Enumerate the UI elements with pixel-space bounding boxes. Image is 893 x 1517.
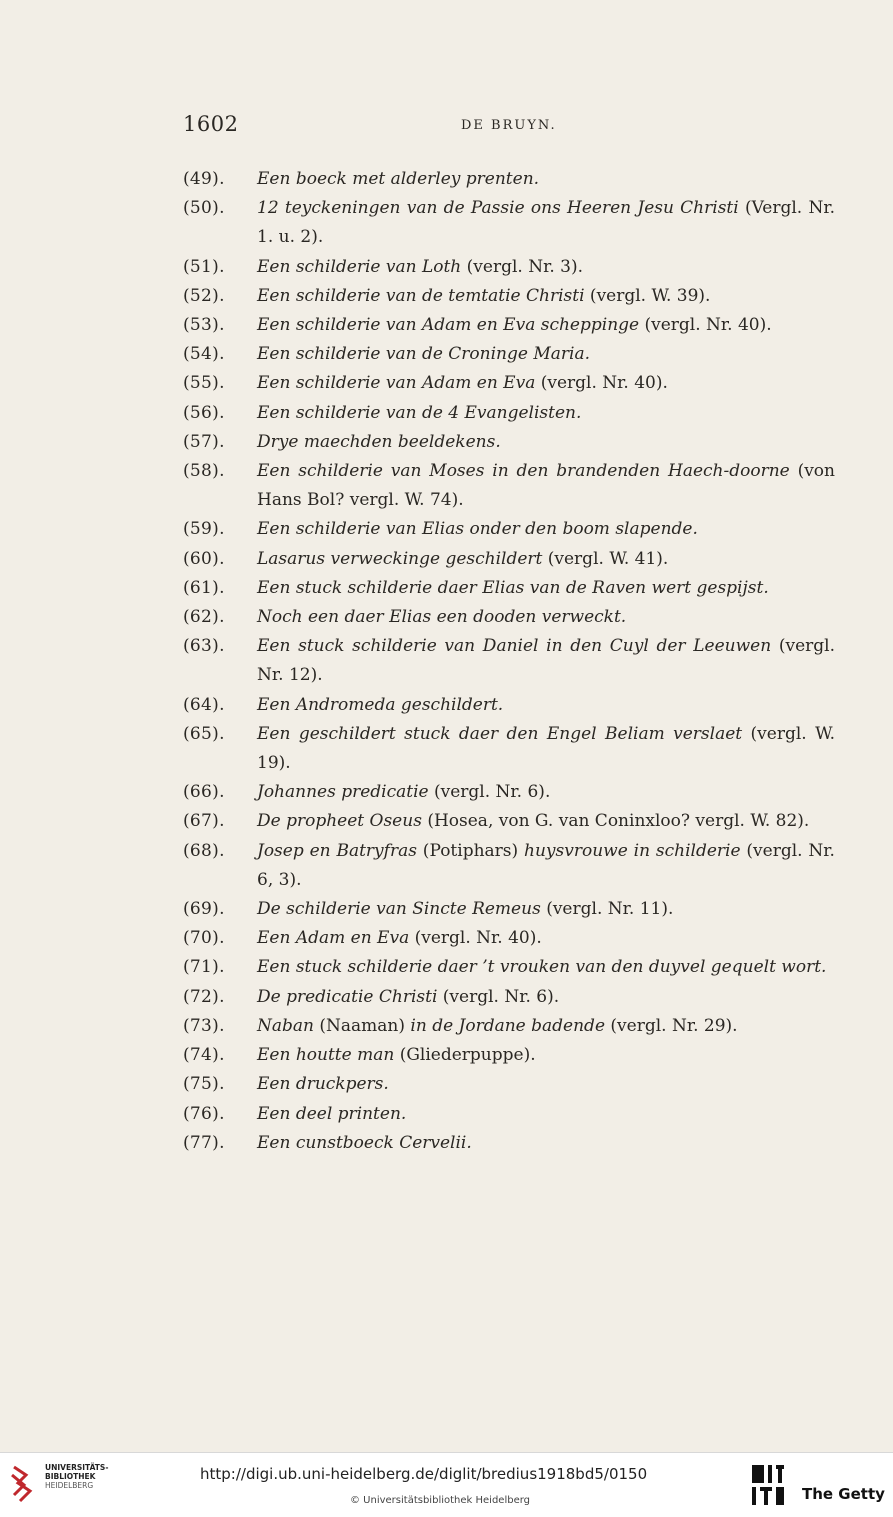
entry-number: (54).	[183, 344, 225, 365]
entry-note: (vergl. Nr. 6).	[428, 782, 551, 803]
entry-text	[257, 837, 835, 895]
entry-text	[257, 399, 835, 428]
inventory-entry	[183, 632, 835, 690]
entry-text	[257, 165, 835, 194]
entry-note: (Potiphars)	[416, 840, 525, 861]
entry-title-italic: Een cunstboeck Cervelii.	[257, 1132, 472, 1153]
running-head	[183, 112, 833, 142]
entry-title-italic: Een houtte man	[257, 1045, 395, 1066]
entry-text	[257, 924, 835, 953]
entry-number: (62).	[183, 607, 225, 628]
entry-note: (vergl. Nr. 11).	[540, 899, 674, 920]
inventory-entry	[183, 515, 835, 544]
entry-text	[257, 282, 835, 311]
entry-number: (68).	[183, 840, 225, 861]
entry-number: (56).	[183, 402, 225, 423]
entry-number: (66).	[183, 782, 225, 803]
inventory-entry	[183, 1070, 835, 1099]
entry-title-italic: Een schilderie van de Croninge Maria.	[257, 344, 590, 365]
entry-text	[257, 574, 835, 603]
entry-title-italic: Een druckpers.	[257, 1074, 389, 1095]
entry-note: (vergl. Nr. 6).	[437, 986, 560, 1007]
permalink-url[interactable]: http://digi.ub.uni-heidelberg.de/diglit/bredius1918bd5/0150	[200, 1465, 648, 1483]
entry-text	[257, 369, 835, 398]
entry-number: (50).	[183, 198, 225, 219]
entry-text	[257, 428, 835, 457]
entry-text	[257, 1041, 835, 1070]
entry-title-italic: Een schilderie van de 4 Evangelisten.	[257, 402, 582, 423]
entry-title-italic: Een schilderie van Elias onder den boom slapende.	[257, 519, 698, 540]
entry-title-italic: Een schilderie van Moses in den brandenden Haech-doorne	[257, 461, 790, 482]
entry-text	[257, 1100, 835, 1129]
entry-text	[257, 895, 835, 924]
entry-title-italic: Een schilderie van Adam en Eva	[257, 373, 536, 394]
entry-text	[257, 953, 835, 982]
entry-title-italic: Een schilderie van Loth	[257, 256, 462, 277]
entry-note: (vergl. W. 39).	[584, 285, 711, 306]
entry-number: (58).	[183, 461, 225, 482]
inventory-entry	[183, 545, 835, 574]
entry-title-italic: De predicatie Christi	[257, 986, 438, 1007]
entry-text	[257, 807, 835, 836]
entry-note: (vergl. Nr. 40).	[535, 373, 668, 394]
inventory-entry	[183, 778, 835, 807]
entry-note: (Vergl. Nr. 1. u. 2).	[257, 198, 836, 248]
entry-title-italic: Een schilderie van Adam en Eva scheppinge	[257, 315, 640, 336]
entry-title-italic: Een stuck schilderie daer Elias van de Raven wert gespijst.	[257, 577, 769, 598]
entry-title-italic: Een boeck met alderley prenten.	[257, 169, 540, 189]
entry-number: (69).	[183, 899, 225, 920]
inventory-entry	[183, 953, 835, 982]
footer-bar	[0, 1452, 893, 1517]
entry-text	[257, 545, 835, 574]
entry-number: (64).	[183, 694, 225, 715]
entry-title-italic: Een stuck schilderie daer ’t vrouken van den duyvel gequelt wort.	[257, 957, 827, 978]
inventory-entry	[183, 311, 835, 340]
entry-text	[257, 691, 835, 720]
inventory-entry	[183, 603, 835, 632]
entry-title-italic: Een stuck schilderie van Daniel in den Cuyl der Leeuwen	[257, 636, 772, 657]
entry-number: (49).	[183, 169, 225, 189]
inventory-entry	[183, 194, 835, 252]
entry-title-italic: Naban	[257, 1015, 314, 1036]
entry-note: (vergl. W. 41).	[542, 548, 669, 569]
entry-title-italic: Johannes predicatie	[257, 782, 429, 803]
entry-text	[257, 457, 835, 515]
inventory-entry	[183, 1012, 835, 1041]
entry-number: (76).	[183, 1103, 225, 1124]
inventory-entry	[183, 574, 835, 603]
entry-number: (61).	[183, 577, 225, 598]
entry-text	[257, 311, 835, 340]
entry-title-italic: Een Adam en Eva	[257, 928, 410, 949]
inventory-entry	[183, 983, 835, 1012]
entry-title-italic: Drye maechden beeldekens.	[257, 431, 501, 452]
entry-note: (vergl. Nr. 40).	[409, 928, 542, 949]
entry-text	[257, 983, 835, 1012]
entry-title-italic: huysvrouwe in schilderie	[524, 840, 741, 861]
entry-number: (52).	[183, 285, 225, 306]
entry-note: (Gliederpuppe).	[394, 1045, 536, 1066]
entry-title-italic: Een geschildert stuck daer den Engel Beliam verslaet	[257, 723, 743, 744]
entry-text	[257, 194, 835, 252]
entry-text	[257, 603, 835, 632]
entry-title-italic: 12 teyckeningen van de Passie ons Heeren Jesu Christi	[257, 198, 739, 219]
entry-text	[257, 340, 835, 369]
entry-number: (72).	[183, 986, 225, 1007]
entry-text	[257, 515, 835, 544]
entry-number: (71).	[183, 957, 225, 978]
library-name-line-3: HEIDELBERG	[45, 1481, 94, 1490]
entry-note: (vergl. Nr. 6, 3).	[257, 840, 835, 890]
inventory-entry	[183, 1100, 835, 1129]
page-number: 1602	[183, 112, 239, 136]
inventory-entry	[183, 369, 835, 398]
entry-note: (von Hans Bol? vergl. W. 74).	[257, 461, 835, 511]
inventory-entry	[183, 282, 835, 311]
running-title: DE BRUYN.	[461, 118, 557, 133]
entry-number: (74).	[183, 1045, 225, 1066]
library-name-line-2: BIBLIOTHEK	[45, 1472, 96, 1481]
inventory-entry	[183, 924, 835, 953]
library-name-line-1: UNIVERSITÄTS-	[45, 1463, 109, 1472]
entry-note: (vergl. Nr. 29).	[605, 1015, 738, 1036]
inventory-entry	[183, 399, 835, 428]
copyright-notice: © Universitätsbibliothek Heidelberg	[350, 1495, 531, 1506]
entry-number: (73).	[183, 1015, 225, 1036]
library-name	[45, 1463, 108, 1490]
entry-text	[257, 632, 835, 690]
getty-logo[interactable]	[748, 1461, 788, 1509]
entry-number: (65).	[183, 723, 225, 744]
entry-title-italic: Lasarus verweckinge geschildert	[257, 548, 543, 569]
entry-number: (53).	[183, 315, 225, 336]
inventory-entry	[183, 165, 835, 194]
entry-title-italic: De propheet Oseus	[257, 811, 422, 832]
entry-note: (Naaman)	[313, 1015, 411, 1036]
inventory-entry	[183, 1129, 835, 1158]
entry-text	[257, 1129, 835, 1158]
inventory-entry	[183, 340, 835, 369]
inventory-entry	[183, 253, 835, 282]
sponsor-name: The Getty	[802, 1485, 885, 1503]
inventory-list	[183, 165, 835, 1158]
entry-text	[257, 1012, 835, 1041]
entry-text	[257, 778, 835, 807]
inventory-entry	[183, 1041, 835, 1070]
entry-number: (60).	[183, 548, 225, 569]
entry-text	[257, 253, 835, 282]
entry-number: (67).	[183, 811, 225, 832]
entry-title-italic: in de Jordane badende	[410, 1015, 606, 1036]
entry-number: (51).	[183, 256, 225, 277]
inventory-entry	[183, 837, 835, 895]
entry-note: (vergl. Nr. 3).	[461, 256, 584, 277]
entry-title-italic: Een schilderie van de temtatie Christi	[257, 285, 585, 306]
inventory-entry	[183, 895, 835, 924]
entry-title-italic: Een Andromeda geschildert.	[257, 694, 504, 715]
entry-number: (59).	[183, 519, 225, 540]
inventory-entry	[183, 691, 835, 720]
entry-title-italic: De schilderie van Sincte Remeus	[257, 899, 541, 920]
inventory-entry	[183, 457, 835, 515]
entry-text	[257, 1070, 835, 1099]
entry-number: (75).	[183, 1074, 225, 1095]
entry-title-italic: Josep en Batryfras	[257, 840, 417, 861]
entry-text	[257, 720, 835, 778]
entry-number: (63).	[183, 636, 225, 657]
entry-number: (57).	[183, 431, 225, 452]
entry-note: (Hosea, von G. van Coninxloo? vergl. W. 82).	[421, 811, 810, 832]
entry-note: (vergl. W. 19).	[257, 723, 836, 774]
entry-note: (vergl. Nr. 40).	[639, 315, 772, 336]
entry-note: (vergl. Nr. 12).	[257, 636, 835, 686]
entry-number: (55).	[183, 373, 225, 394]
entry-number: (70).	[183, 928, 225, 949]
entry-number: (77).	[183, 1132, 225, 1153]
inventory-entry	[183, 428, 835, 457]
inventory-entry	[183, 807, 835, 836]
entry-title-italic: Een deel printen.	[257, 1103, 407, 1124]
inventory-entry	[183, 720, 835, 778]
entry-title-italic: Noch een daer Elias een dooden verweckt.	[257, 607, 627, 628]
